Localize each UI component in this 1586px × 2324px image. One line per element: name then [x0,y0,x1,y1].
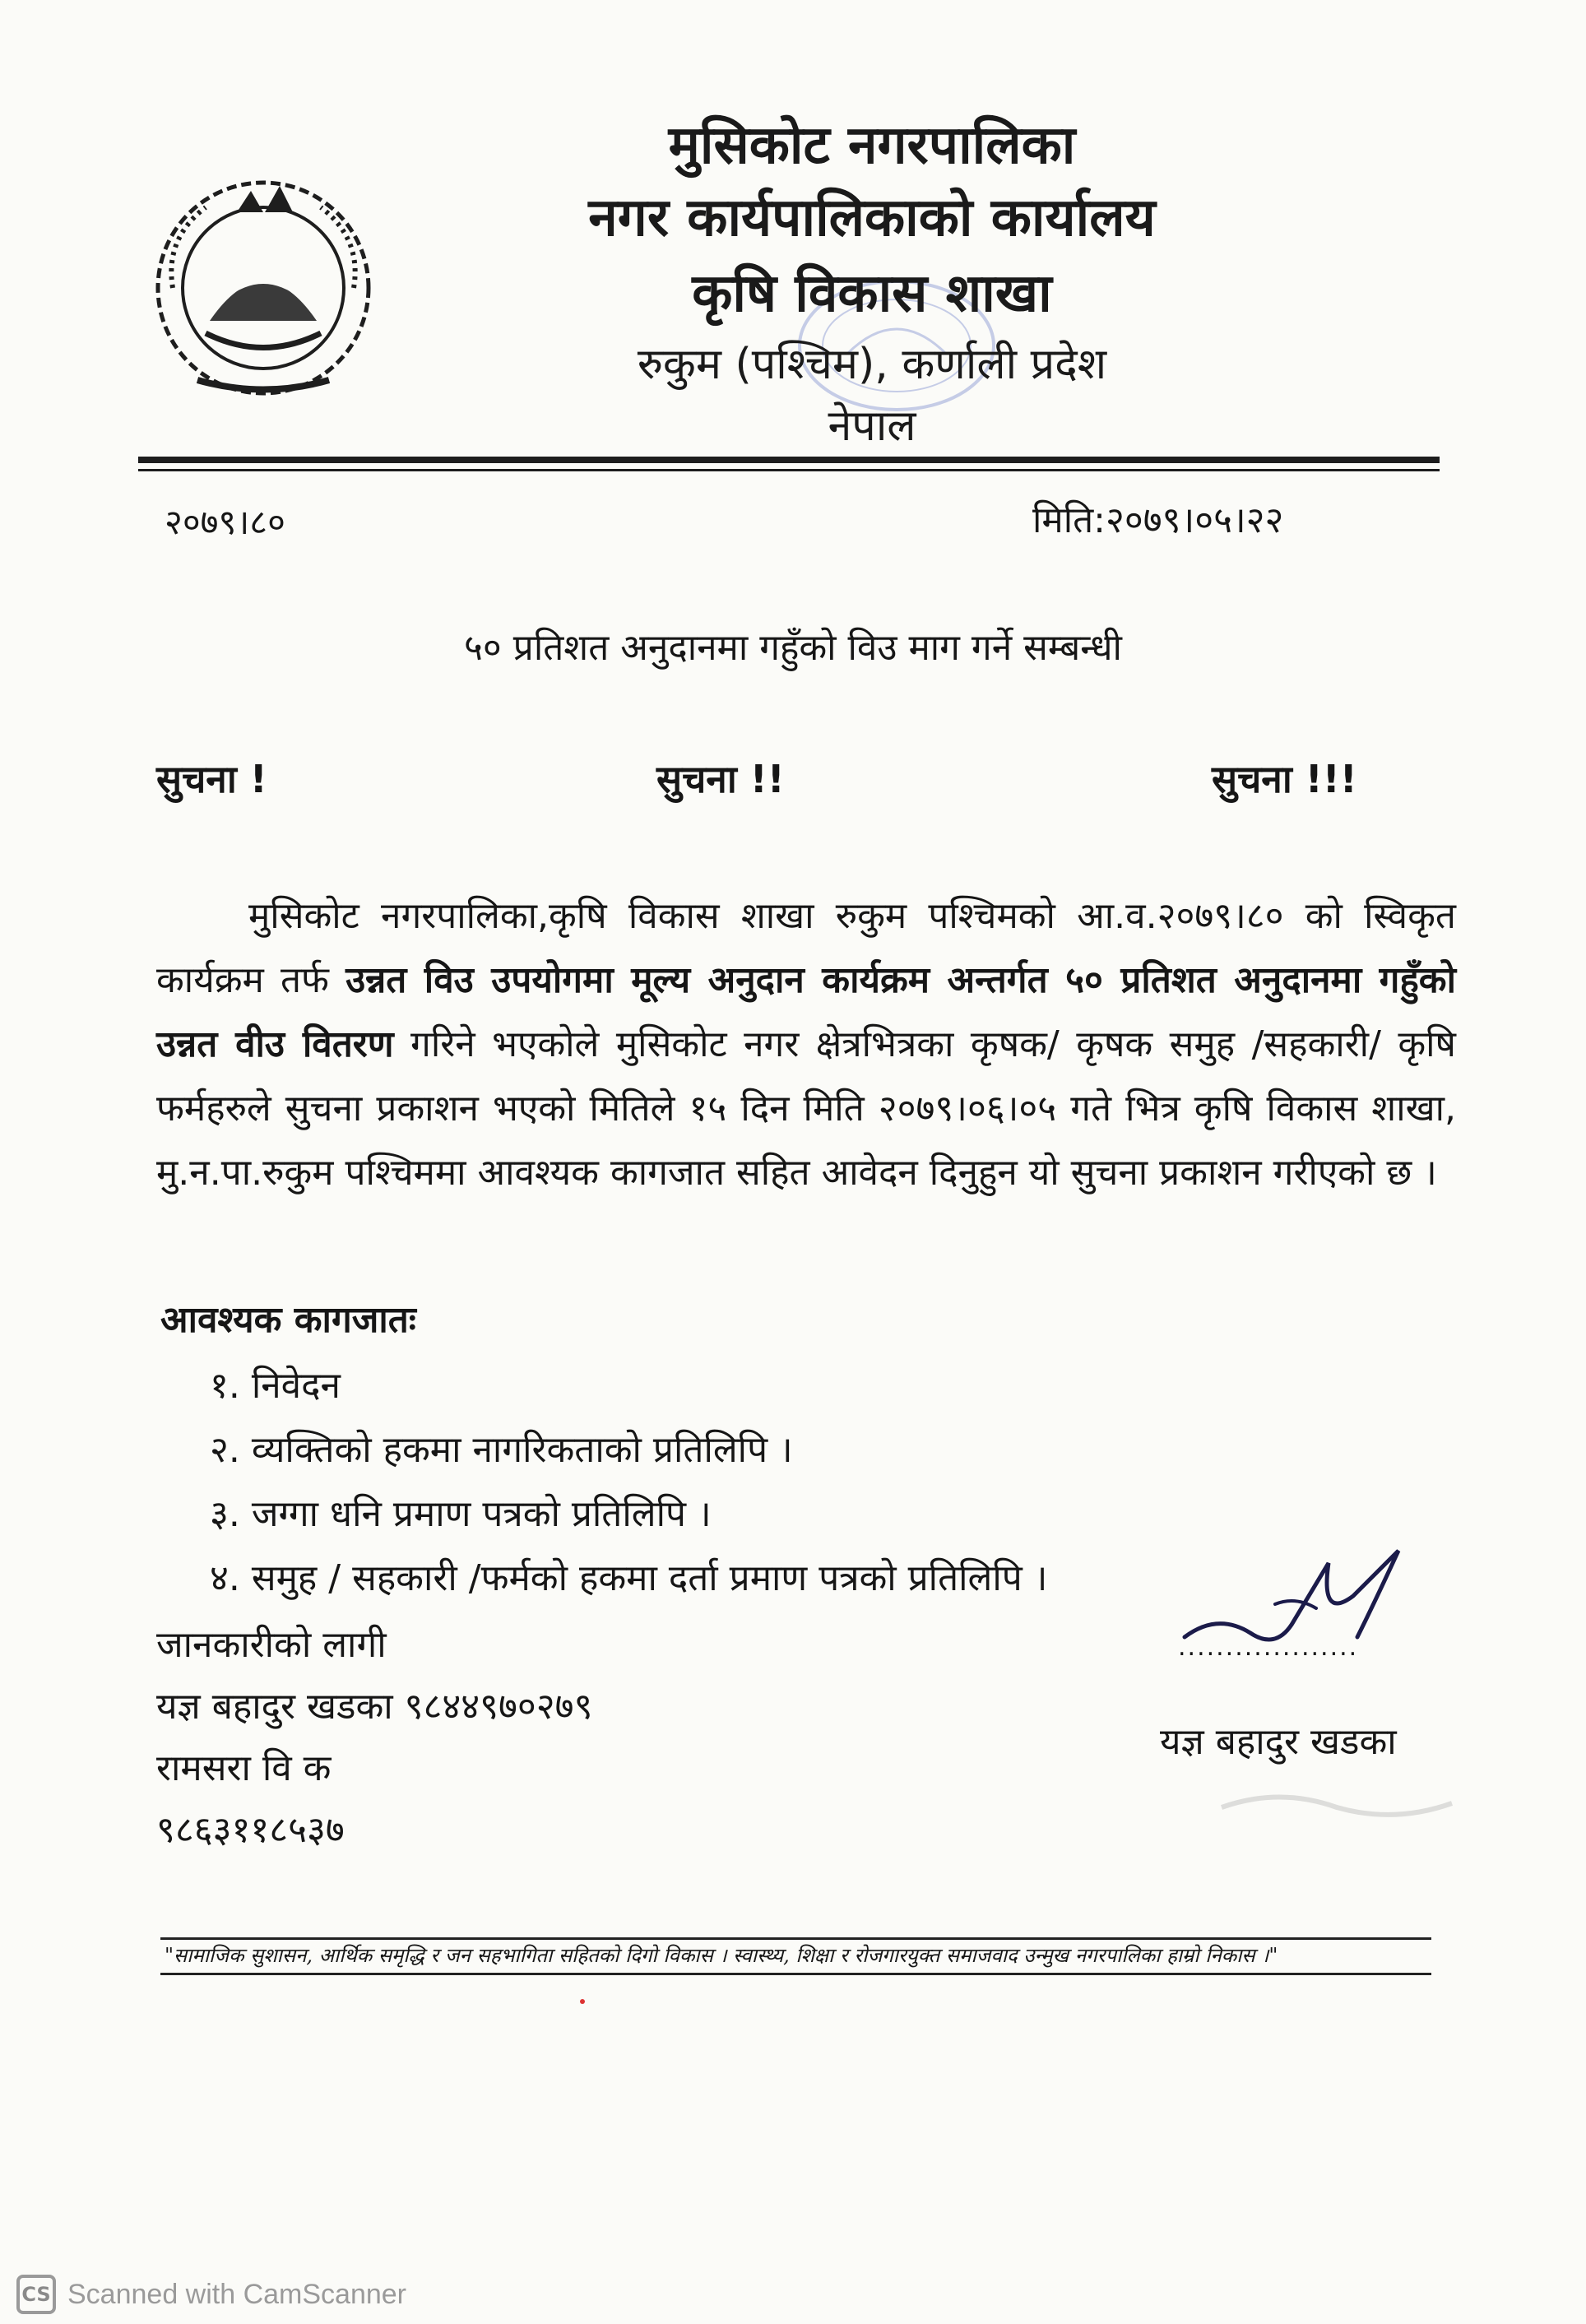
notice-label-2: सुचना !! [656,757,785,801]
requirement-item: ४. समुह / सहकारी /फर्मको हकमा दर्ता प्रमाण पत्रको प्रतिलिपि । [210,1557,1048,1599]
contact-person-1: यज्ञ बहादुर खडका ९८४४९७०२७९ [156,1686,593,1728]
body-highlight: उन्नत विउ उपयोगमा मूल्य अनुदान कार्यक्रम अन्तर्गत ५० प्रतिशत अनुदानमा गहुँको उन्नत वीउ वितरण [156,959,1456,1065]
body-text-1: मुसिकोट नगरपालिका,कृषि विकास शाखा रुकुम पश्चिमको आ.व.२०७९।८० को स्विकृत कार्यक्रम तर्फ [156,895,1456,1001]
footer-divider-bottom [160,1973,1431,1975]
contact-person-2: रामसरा वि क [156,1747,332,1789]
header-divider-thin [138,469,1440,471]
requirement-item: १. निवेदन [210,1365,341,1407]
contact-phone-2: ९८६३११८५३७ [156,1809,345,1851]
org-name: मुसिकोट नगरपालिका [668,115,1076,176]
nepal-emblem-icon [140,165,387,411]
faint-stamp-icon [1213,1779,1460,1828]
requirement-item: २. व्यक्तिको हकमा नागरिकताको प्रतिलिपि । [210,1429,793,1471]
header-divider-thick [138,457,1440,463]
camscanner-logo-icon: CS [16,2275,56,2314]
footer-motto: "सामाजिक सुशासन, आर्थिक समृद्धि र जन सहभागिता सहितको दिगो विकास । स्वास्थ्य, शिक्षा र रोजगारयुक्त समाजवाद उन्मुख नगरपालिका हाम्रो निकास ।" [165,1944,1278,1967]
signatory-name: यज्ञ बहादुर खडका [1160,1721,1397,1763]
contact-heading: जानकारीको लागी [156,1624,387,1666]
camscanner-watermark [16,2275,406,2314]
requirement-item: ३. जग्गा धनि प्रमाण पत्रको प्रतिलिपि । [210,1493,712,1535]
ink-speck [580,1999,585,2004]
section-name: कृषि विकास शाखा [692,263,1052,324]
signature-line: ................... [1178,1633,1359,1662]
subject-line: ५० प्रतिशत अनुदानमा गहुँको विउ माग गर्ने सम्बन्धी [464,627,1122,669]
country-line: नेपाल [828,401,916,451]
notice-label-3: सुचना !!! [1212,757,1357,801]
notice-body [156,884,1456,1205]
camscanner-text: Scanned with CamScanner [67,2278,407,2310]
address-line: रुकुम (पश्चिम), कर्णाली प्रदेश [637,340,1107,389]
reference-number: २०७९।८० [165,502,285,542]
letter-date: मिति:२०७९।०५।२२ [1032,499,1284,541]
body-text-2: गरिने भएकोले मुसिकोट नगर क्षेत्रभित्रका कृषक/ कृषक समुह /सहकारी/ कृषि फर्महरुले सुचना प्रकाशन भएको मितिले १५ दिन मिति २०७९।०६।०५ गते भित्र कृषि विकास शाखा, मु.न.पा.रुकुम पश्चिममा आवश्यक कागजात सहित आवेदन दिनुहुन यो सुचना प्रकाशन गरीएको छ । [156,1023,1456,1194]
office-name: नगर कार्यपालिकाको कार्यालय [588,188,1156,248]
footer-divider-top [160,1937,1431,1940]
requirements-heading: आवश्यक कागजातः [160,1299,416,1341]
notice-label-1: सुचना ! [156,757,267,801]
